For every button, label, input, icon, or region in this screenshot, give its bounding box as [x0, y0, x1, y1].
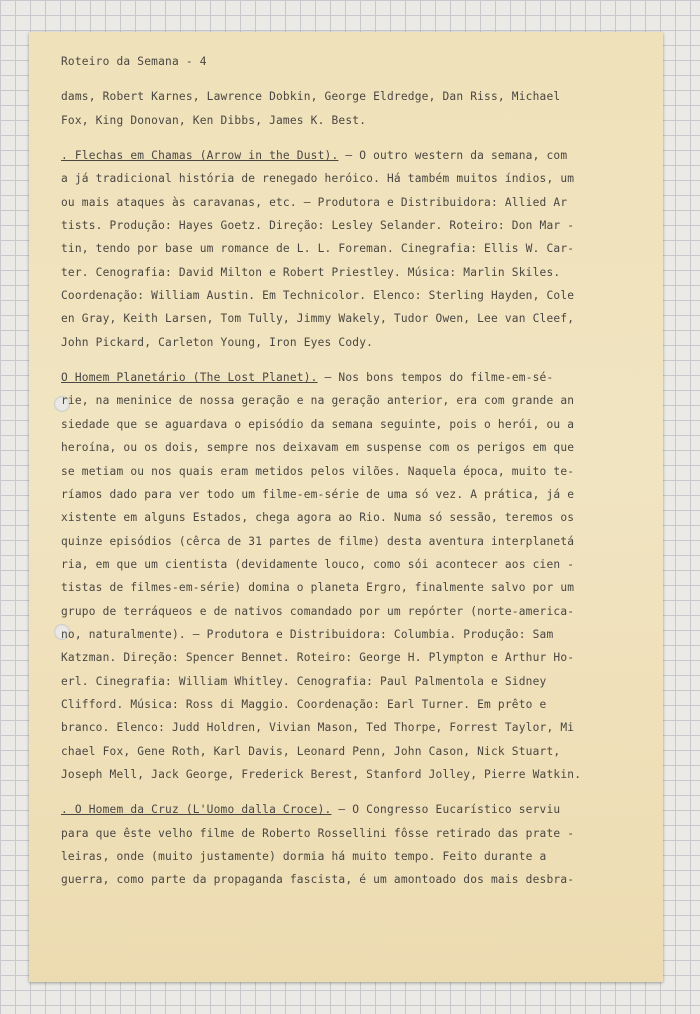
text-line: leiras, onde (muito justamente) dormia há muito tempo. Feito durante a — [61, 850, 547, 863]
text-line: heroína, ou os dois, sempre nos deixavam em suspense com os perigos em que — [61, 441, 575, 455]
paragraph-o-homem-planetario — [61, 366, 641, 786]
text-line-rest: — O Congresso Eucarístico serviu — [331, 803, 561, 817]
text-line: Katzman. Direção: Spencer Bennet. Roteiro: George H. Plympton e Arthur Ho- — [61, 651, 575, 665]
text-line: siedade que se aguardava o episódio da semana seguinte, pois o herói, ou a — [61, 417, 575, 431]
text-line-rest: — Nos bons tempos do filme-em-sé- — [317, 371, 554, 385]
text-line: tin, tendo por base um romance de L. L. Foreman. Cinegrafia: Ellis W. Car- — [61, 242, 575, 256]
text-line: John Pickard, Carleton Young, Iron Eyes Cody. — [61, 335, 374, 349]
paragraph-o-homem-da-cruz — [61, 798, 641, 891]
film-title: . O Homem da Cruz (L'Uomo dalla Croce). — [61, 803, 332, 817]
text-line — [61, 798, 641, 821]
page-header: Roteiro da Semana - 4 — [61, 55, 207, 68]
text-line: quinze episódios (cêrca de 31 partes de filme) desta aventura interplanetá — [61, 534, 575, 548]
text-line: ou mais ataques às caravanas, etc. — Produtora e Distribuidora: Allied Ar — [61, 195, 568, 209]
text-line: a já tradicional história de renegado heróico. Há também muitos índios, um — [61, 172, 575, 186]
text-line: guerra, como parte da propaganda fascista, é um amontoado dos mais desbra- — [61, 873, 575, 887]
text-line: ter. Cenografia: David Milton e Robert Priestley. Música: Marlin Skiles. — [61, 265, 561, 279]
text-line: dams, Robert Karnes, Lawrence Dobkin, George Eldredge, Dan Riss, Michael — [61, 90, 561, 104]
paragraph-cast-continuation — [61, 85, 641, 132]
page-text — [61, 50, 641, 892]
text-line: no, naturalmente). — Produtora e Distribuidora: Columbia. Produção: Sam — [61, 627, 554, 641]
typewritten-page — [29, 32, 663, 982]
text-line: rie, na meninice de nossa geração e na geração anterior, era com grande an — [61, 394, 575, 408]
text-line — [61, 144, 641, 167]
text-line: ria, em que um cientista (devidamente louco, como sói acontecer aos cien - — [61, 557, 575, 571]
text-line: Clifford. Música: Ross di Maggio. Coordenação: Earl Turner. Em prêto e — [61, 697, 547, 711]
text-line: tists. Produção: Hayes Goetz. Direção: Lesley Selander. Roteiro: Don Mar - — [61, 219, 575, 233]
text-line: chael Fox, Gene Roth, Karl Davis, Leonard Penn, John Cason, Nick Stuart, — [61, 744, 561, 758]
film-title: O Homem Planetário (The Lost Planet). — [61, 371, 318, 385]
text-line: tistas de filmes-em-série) domina o planeta Ergro, finalmente salvo por um — [61, 581, 575, 595]
paragraph-flechas-em-chamas — [61, 144, 641, 354]
text-line: grupo de terráqueos e de nativos comandado por um repórter (norte-america- — [61, 604, 575, 618]
text-line — [61, 366, 641, 389]
text-line: en Gray, Keith Larsen, Tom Tully, Jimmy Wakely, Tudor Owen, Lee van Cleef, — [61, 312, 575, 326]
text-line: Fox, King Donovan, Ken Dibbs, James K. Best. — [61, 113, 367, 127]
text-line: xistente em alguns Estados, chega agora ao Rio. Numa só sessão, teremos os — [61, 511, 575, 525]
text-line-rest: — O outro western da semana, com — [338, 149, 568, 163]
text-line: Coordenação: William Austin. Em Technicolor. Elenco: Sterling Hayden, Cole — [61, 289, 575, 303]
text-line: branco. Elenco: Judd Holdren, Vivian Mason, Ted Thorpe, Forrest Taylor, Mi — [61, 721, 575, 735]
film-title: . Flechas em Chamas (Arrow in the Dust). — [61, 149, 339, 163]
text-line: erl. Cinegrafia: William Whitley. Cenografia: Paul Palmentola e Sidney — [61, 674, 547, 688]
text-line: para que êste velho filme de Roberto Rossellini fôsse retirado das prate - — [61, 826, 575, 840]
text-line: Joseph Mell, Jack George, Frederick Berest, Stanford Jolley, Pierre Watkin. — [61, 767, 582, 781]
text-line: ríamos dado para ver todo um filme-em-série de uma só vez. A prática, já e — [61, 487, 575, 501]
text-line: se metiam ou nos quais eram metidos pelos vilões. Naquela época, muito te- — [61, 464, 575, 478]
